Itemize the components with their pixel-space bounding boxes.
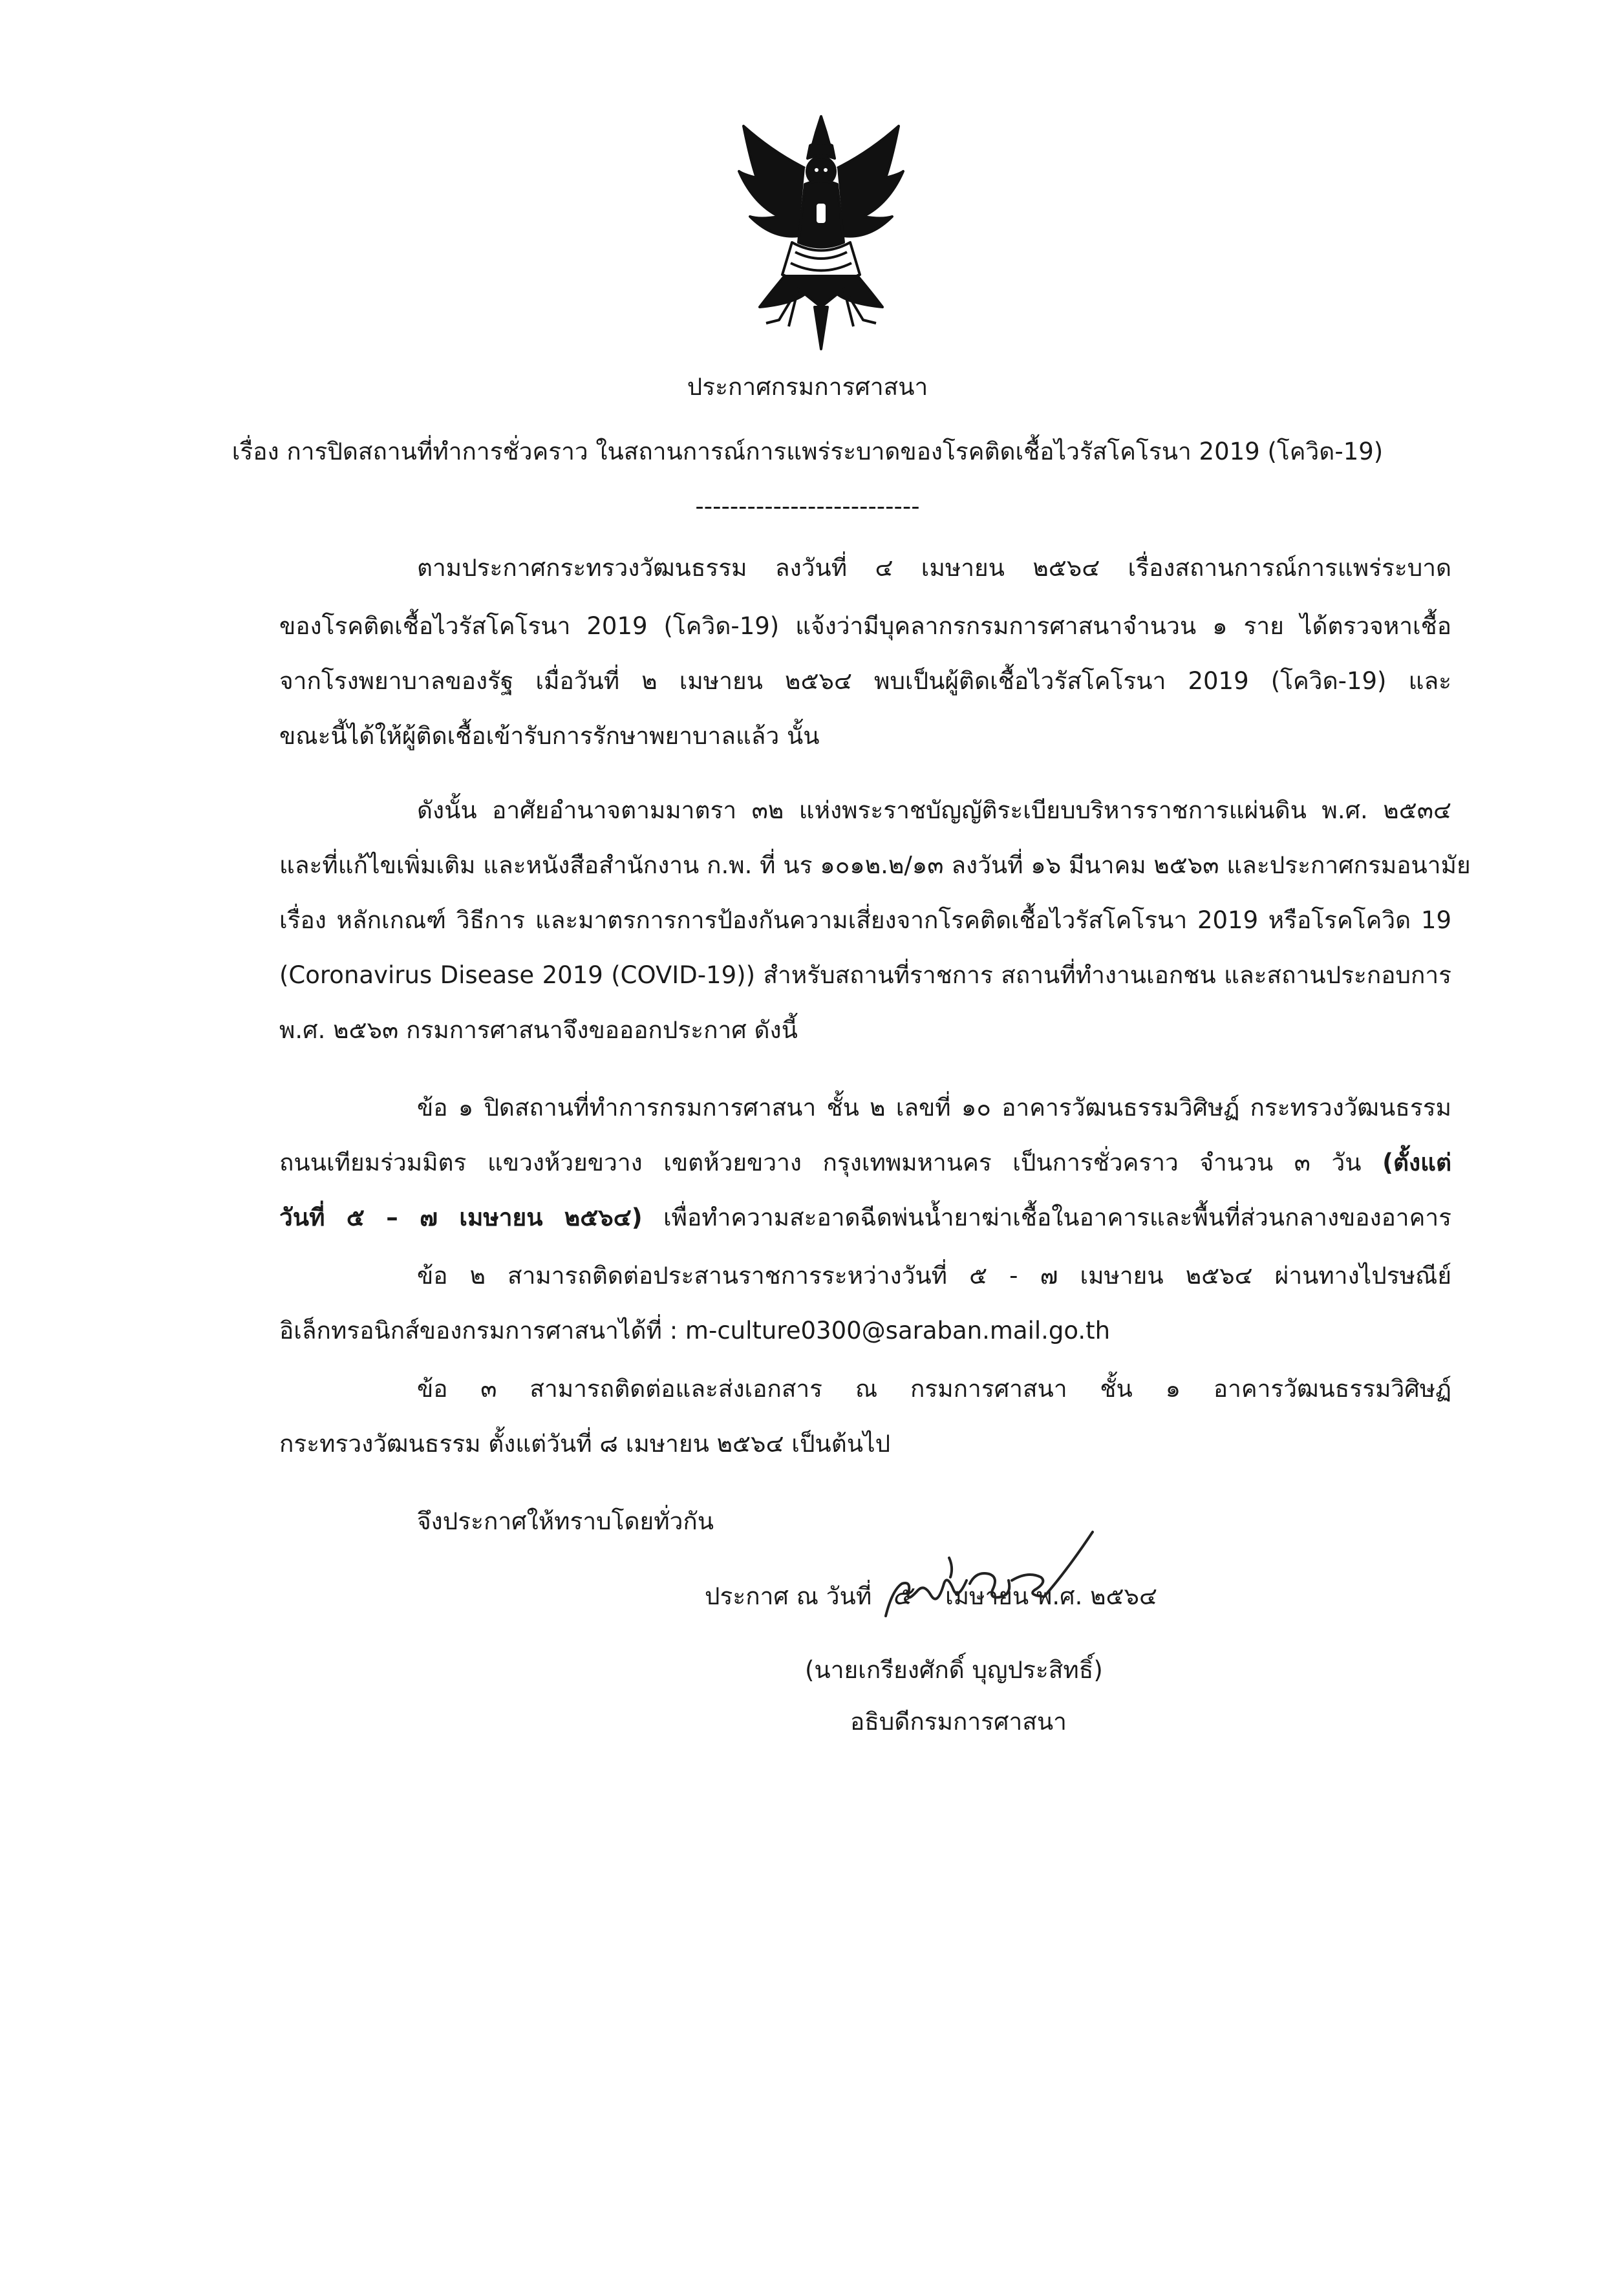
clause2-line1: ข้อ ๒ สามารถติดต่อประสานราชการระหว่างวันที่ ๕ - ๗ เมษายน ๒๕๖๔ ผ่านทางไปรษณีย์ (417, 1262, 1451, 1290)
paragraph1-line2: ของโรคติดเชื้อไวรัสโคโรนา 2019 (โควิด-19) แจ้งว่ามีบุคลากรกรมการศาสนาจำนวน ๑ ราย ได้ตรวจหาเชื้อ (279, 612, 1451, 640)
signature-icon (873, 1519, 1118, 1629)
clause1-line2-bold: (ตั้งแต่ (1382, 1149, 1451, 1176)
clause3-line2: กระทรวงวัฒนธรรม ตั้งแต่วันที่ ๘ เมษายน ๒๕๖๔ เป็นต้นไป (279, 1430, 891, 1458)
clause1-line2 (279, 1147, 1451, 1178)
announcement-subject: เรื่อง การปิดสถานที่ทำการชั่วคราว ในสถานการณ์การแพร่ระบาดของโรคติดเชื้อไวรัสโคโรนา 2019 (โควิด-19) (231, 438, 1384, 465)
signatory-name: (นายเกรียงศักดิ์ บุญประสิทธิ์) (805, 1656, 1103, 1684)
clause1-line3-text: เพื่อทำความสะอาดฉีดพ่นน้ำยาฆ่าเชื้อในอาคารและพื้นที่ส่วนกลางของอาคาร (642, 1204, 1451, 1231)
paragraph2-line1: ดังนั้น อาศัยอำนาจตามมาตรา ๓๒ แห่งพระราชบัญญัติระเบียบบริหารราชการแผ่นดิน พ.ศ. ๒๕๓๔ (417, 796, 1451, 824)
paragraph2-line2: และที่แก้ไขเพิ่มเติม และหนังสือสำนักงาน ก.พ. ที่ นร ๑๐๑๒.๒/๑๓ ลงวันที่ ๑๖ มีนาคม ๒๕๖๓ และประกาศกรมอนามัย (279, 851, 1471, 879)
clause3-line1: ข้อ ๓ สามารถติดต่อและส่งเอกสาร ณ กรมการศาสนา ชั้น ๑ อาคารวัฒนธรรมวิศิษฏ์ (417, 1375, 1451, 1403)
date-day: ๕ (892, 1581, 912, 1611)
paragraph2-line3: เรื่อง หลักเกณฑ์ วิธีการ และมาตรการการป้องกันความเสี่ยงจากโรคติดเชื้อไวรัสโคโรนา 2019 หรือโรคโควิด 19 (279, 906, 1451, 934)
date-prefix: ประกาศ ณ วันที่ (705, 1582, 872, 1610)
clause1-line1: ข้อ ๑ ปิดสถานที่ทำการกรมการศาสนา ชั้น ๒ เลขที่ ๑๐ อาคารวัฒนธรรมวิศิษฏ์ กระทรวงวัฒนธรรม (417, 1094, 1451, 1121)
announcement-title: ประกาศกรมการศาสนา (687, 373, 928, 401)
paragraph2-line4: (Coronavirus Disease 2019 (COVID-19)) สำหรับสถานที่ราชการ สถานที่ทำงานเอกชน และสถานประกอบการ (279, 961, 1451, 989)
signatory-position: อธิบดีกรมการศาสนา (850, 1708, 1067, 1736)
garuda-emblem-icon (734, 113, 908, 352)
clause1-line2-text: ถนนเทียมร่วมมิตร แขวงห้วยขวาง เขตห้วยขวาง กรุงเทพมหานคร เป็นการชั่วคราว จำนวน ๓ วัน (279, 1149, 1383, 1176)
paragraph1-line3: จากโรงพยาบาลของรัฐ เมื่อวันที่ ๒ เมษายน ๒๕๖๔ พบเป็นผู้ติดเชื้อไวรัสโคโรนา 2019 (โควิด-19) และ (279, 667, 1451, 695)
paragraph1-line1: ตามประกาศกระทรวงวัฒนธรรม ลงวันที่ ๔ เมษายน ๒๕๖๔ เรื่องสถานการณ์การแพร่ระบาด (417, 554, 1451, 582)
paragraph2-line5: พ.ศ. ๒๕๖๓ กรมการศาสนาจึงขอออกประกาศ ดังนี้ (279, 1016, 798, 1044)
clause1-line3-bold: วันที่ ๕ – ๗ เมษายน ๒๕๖๔) (279, 1204, 643, 1231)
paragraph1-line4: ขณะนี้ได้ให้ผู้ติดเชื้อเข้ารับการรักษาพยาบาลแล้ว นั้น (279, 722, 820, 750)
clause2-line2: อิเล็กทรอนิกส์ของกรมการศาสนาได้ที่ : m-culture0300@saraban.mail.go.th (279, 1317, 1111, 1345)
subject-divider: -------------------------- (695, 493, 920, 520)
clause1-line3 (279, 1202, 1451, 1233)
closing-statement: จึงประกาศให้ทราบโดยทั่วกัน (417, 1507, 714, 1535)
date-suffix: เมษายน พ.ศ. ๒๕๖๔ (945, 1582, 1158, 1610)
